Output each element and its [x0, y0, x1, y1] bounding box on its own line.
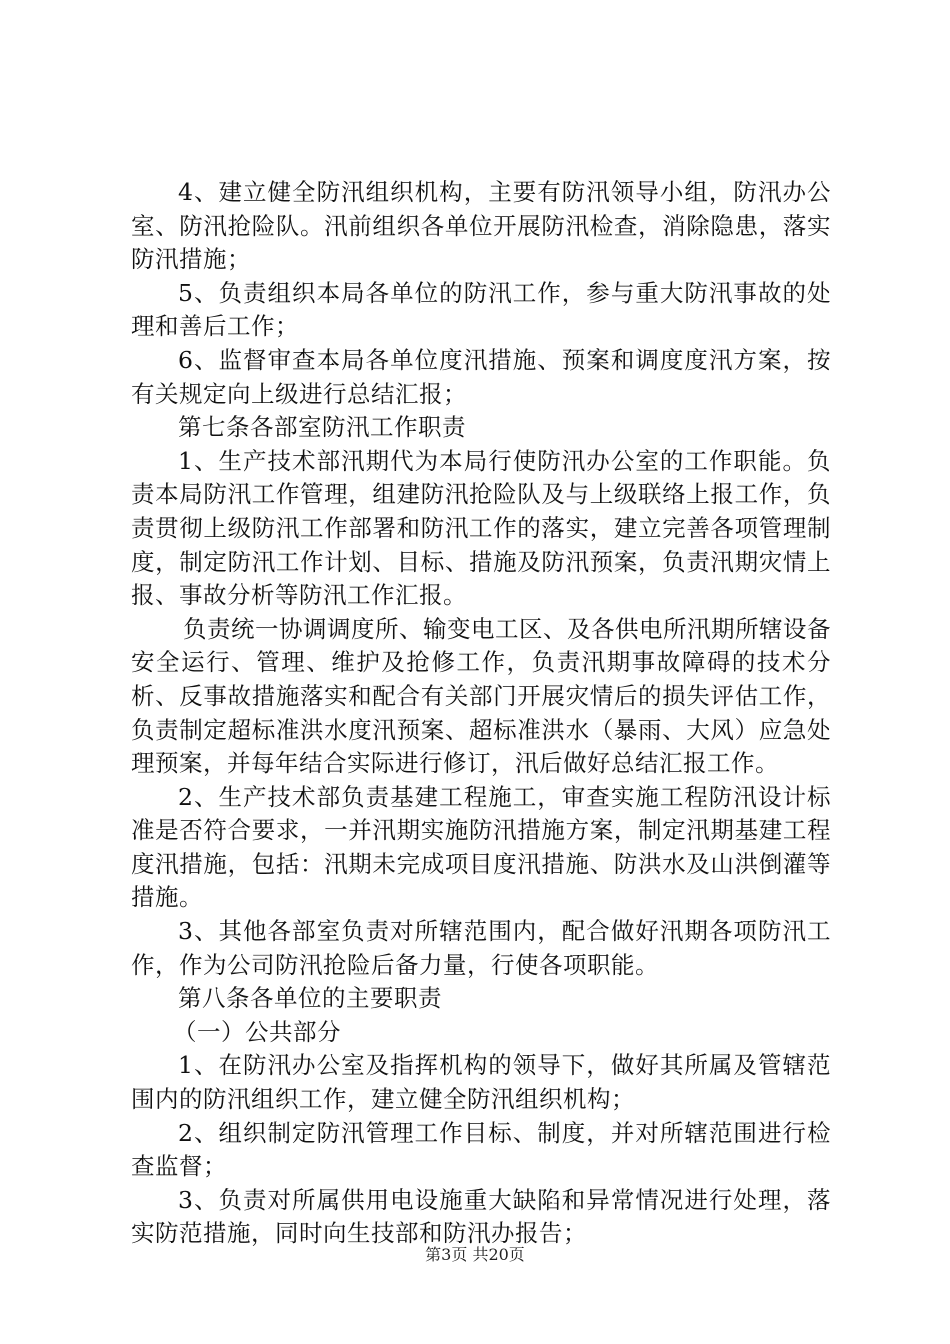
- paragraph-public-item-3: 3、负责对所属供用电设施重大缺陷和异常情况进行处理，落实防范措施，同时向生技部和防汛办报告；: [131, 1185, 831, 1248]
- section-heading-article-7: 第七条各部室防汛工作职责: [178, 413, 466, 442]
- subsection-heading-public: （一）公共部分: [173, 1017, 341, 1046]
- paragraph-item-6: 6、监督审查本局各单位度汛措施、预案和调度度汛方案，按有关规定向上级进行总结汇报；: [131, 345, 831, 408]
- section-heading-article-8: 第八条各单位的主要职责: [178, 984, 442, 1013]
- paragraph-construction-duty: 2、生产技术部负责基建工程施工，审查实施工程防汛设计标准是否符合要求，一并汛期实施防汛措施方案，制定汛期基建工程度汛措施，包括：汛期未完成项目度汛措施、防洪水及山洪倒灌等措施。: [131, 782, 831, 912]
- paragraph-public-item-2: 2、组织制定防汛管理工作目标、制度，并对所辖范围进行检查监督；: [131, 1118, 831, 1181]
- paragraph-production-dept-duty: 1、生产技术部汛期代为本局行使防汛办公室的工作职能。负责本局防汛工作管理，组建防汛抢险队及与上级联络上报工作，负责贯彻上级防汛工作部署和防汛工作的落实，建立完善各项管理制度，制定防汛工作计划、目标、措施及防汛预案，负责汛期灾情上报、事故分析等防汛工作汇报。: [131, 446, 831, 610]
- document-body: [131, 176, 831, 1251]
- paragraph-public-item-1: 1、在防汛办公室及指挥机构的领导下，做好其所属及管辖范围内的防汛组织工作，建立健全防汛组织机构；: [131, 1051, 831, 1114]
- paragraph-coordination-duty: 负责统一协调调度所、输变电工区、及各供电所汛期所辖设备安全运行、管理、维护及抢修工作，负责汛期事故障碍的技术分析、反事故措施落实和配合有关部门开展灾情后的损失评估工作，负责制定超标准洪水度汛预案、超标准洪水（暴雨、大风）应急处理预案，并每年结合实际进行修订，汛后做好总结汇报工作。: [131, 614, 831, 778]
- paragraph-item-4: 4、建立健全防汛组织机构，主要有防汛领导小组，防汛办公室、防汛抢险队。汛前组织各单位开展防汛检查，消除隐患，落实防汛措施；: [131, 178, 831, 274]
- page-number-footer: 第3页 共20页: [425, 1245, 525, 1264]
- paragraph-item-5: 5、负责组织本局各单位的防汛工作，参与重大防汛事故的处理和善后工作；: [131, 278, 831, 341]
- paragraph-other-depts-duty: 3、其他各部室负责对所辖范围内，配合做好汛期各项防汛工作，作为公司防汛抢险后备力量，行使各项职能。: [131, 917, 831, 979]
